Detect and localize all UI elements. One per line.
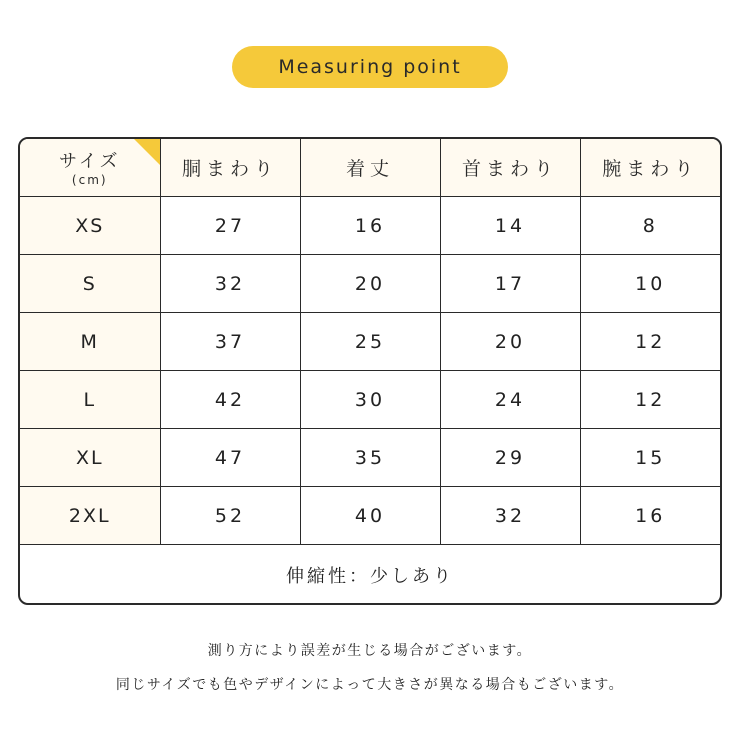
header-row [20, 139, 720, 197]
table-cell: 17 [440, 255, 580, 313]
table-cell: 15 [580, 429, 720, 487]
table-cell: 52 [160, 487, 300, 545]
size-variation-disclaimer: 同じサイズでも色やデザインによって大きさが異なる場合もございます。 [115, 677, 625, 693]
size-label: S [20, 255, 160, 313]
table-row [20, 197, 720, 255]
corner-triangle-decoration [134, 139, 160, 165]
table-cell: 16 [300, 197, 440, 255]
table-cell: 32 [440, 487, 580, 545]
table-cell: 8 [580, 197, 720, 255]
table-row [20, 255, 720, 313]
table-cell: 29 [440, 429, 580, 487]
size-label: XL [20, 429, 160, 487]
size-header-cell [20, 139, 160, 197]
column-header-arm: 腕まわり [580, 139, 720, 197]
table-cell: 20 [440, 313, 580, 371]
table-cell: 42 [160, 371, 300, 429]
table-cell: 10 [580, 255, 720, 313]
size-label: L [20, 371, 160, 429]
table-cell: 47 [160, 429, 300, 487]
size-header-label: サイズ [58, 150, 121, 172]
elasticity-note: 伸縮性：少しあり [286, 565, 454, 587]
table-cell: 37 [160, 313, 300, 371]
table-cell: 40 [300, 487, 440, 545]
table-cell: 12 [580, 313, 720, 371]
size-table [20, 139, 720, 545]
size-label: 2XL [20, 487, 160, 545]
size-label: XS [20, 197, 160, 255]
table-cell: 24 [440, 371, 580, 429]
table-cell: 16 [580, 487, 720, 545]
column-header-length: 着丈 [300, 139, 440, 197]
table-cell: 27 [160, 197, 300, 255]
table-cell: 25 [300, 313, 440, 371]
table-cell: 35 [300, 429, 440, 487]
column-header-waist: 胴まわり [160, 139, 300, 197]
table-cell: 14 [440, 197, 580, 255]
title-text: Measuring point [278, 56, 462, 78]
measuring-point-title [232, 46, 508, 88]
unit-label: (cm) [71, 172, 108, 187]
table-row [20, 371, 720, 429]
measurement-disclaimer: 測り方により誤差が生じる場合がございます。 [207, 643, 533, 659]
table-row [20, 313, 720, 371]
size-label: M [20, 313, 160, 371]
size-chart [18, 137, 722, 605]
table-cell: 30 [300, 371, 440, 429]
table-cell: 32 [160, 255, 300, 313]
column-header-neck: 首まわり [440, 139, 580, 197]
table-row [20, 429, 720, 487]
table-cell: 12 [580, 371, 720, 429]
table-row [20, 487, 720, 545]
table-cell: 20 [300, 255, 440, 313]
